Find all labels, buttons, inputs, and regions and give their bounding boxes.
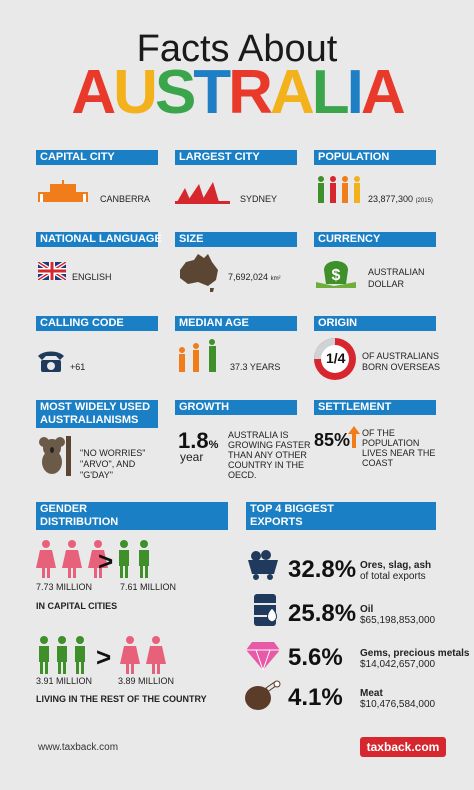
growth-line4: COUNTRY IN THE <box>228 460 305 470</box>
growth-line1: AUSTRALIA IS <box>228 430 289 440</box>
telephone-icon <box>38 350 64 372</box>
calling-value: +61 <box>70 362 86 372</box>
money-bag-icon <box>316 250 356 290</box>
size-header: SIZE <box>175 232 297 247</box>
origin-fraction: 1/4 <box>326 350 346 366</box>
slang-header-line2: AUSTRALIANISMS <box>40 414 139 426</box>
arrow-up-icon <box>348 426 360 448</box>
mine-cart-icon <box>246 550 280 580</box>
largest-value: SYDNEY <box>240 194 278 204</box>
origin-header: ORIGIN <box>314 316 436 331</box>
gender-header-line1: GENDER <box>40 503 88 515</box>
slang-line3: "G'DAY" <box>80 470 113 480</box>
male-figures-icon <box>118 540 154 580</box>
settlement-header: SETTLEMENT <box>314 400 436 415</box>
age-value: 37.3 YEARS <box>230 362 281 372</box>
female-rest-value: 3.89 MILLION <box>118 676 175 686</box>
export-1-pct: 32.8% <box>288 556 357 583</box>
female-capital-value: 7.73 MILLION <box>36 582 93 592</box>
australia-map-icon <box>176 252 220 292</box>
export-3-pct: 5.6% <box>288 644 343 671</box>
meat-icon <box>244 680 282 712</box>
currency-value-line1: AUSTRALIAN <box>368 267 425 277</box>
uk-flag-icon <box>38 262 66 280</box>
export-2-detail: $65,198,853,000 <box>360 615 436 626</box>
female-figures-rest-icon <box>120 636 170 676</box>
growth-line5: OECD. <box>228 470 257 480</box>
export-4-detail: $10,476,584,000 <box>360 699 436 710</box>
currency-value-line2: DOLLAR <box>368 279 405 289</box>
origin-line2: BORN OVERSEAS <box>362 362 441 372</box>
rest-country-label: LIVING IN THE REST OF THE COUNTRY <box>36 694 207 704</box>
age-header: MEDIAN AGE <box>175 316 297 331</box>
title-line2: AUSTRALIA <box>71 58 403 127</box>
currency-header: CURRENCY <box>314 232 436 247</box>
slang-line2: "ARVO", AND <box>80 459 136 469</box>
gender-header <box>36 502 228 530</box>
slang-line1: "NO WORRIES" <box>80 448 146 458</box>
size-value: 7,692,024 <box>228 272 269 282</box>
gem-icon <box>246 642 280 670</box>
calling-header: CALLING CODE <box>36 316 158 331</box>
settlement-line4: COAST <box>362 458 394 468</box>
population-value: 23,877,300 <box>368 194 414 204</box>
growth-big: 1.8 <box>178 428 209 453</box>
male-rest-value: 3.91 MILLION <box>36 676 93 686</box>
export-3-name: Gems, precious metals <box>360 648 470 659</box>
gender-header-line2: DISTRIBUTION <box>40 516 119 528</box>
growth-unit: year <box>180 450 204 464</box>
gender-gt-1: > <box>98 546 114 576</box>
footer-url[interactable]: www.taxback.com <box>38 742 119 753</box>
age-people-icon <box>176 338 222 374</box>
export-4-pct: 4.1% <box>288 684 343 711</box>
export-2-pct: 25.8% <box>288 600 357 627</box>
taxback-logo[interactable]: taxback.com <box>360 737 446 757</box>
capital-header: CAPITAL CITY <box>36 150 158 165</box>
slang-header <box>36 400 158 428</box>
settlement-line1: OF THE <box>362 428 395 438</box>
settlement-line2: POPULATION <box>362 438 420 448</box>
koala-icon <box>38 436 74 476</box>
title-line1: Facts About <box>136 28 338 70</box>
export-3-detail: $14,042,657,000 <box>360 659 436 670</box>
export-2-name: Oil <box>360 604 374 615</box>
export-4-name: Meat <box>360 688 383 699</box>
growth-header: GROWTH <box>175 400 297 415</box>
language-value: ENGLISH <box>72 272 112 282</box>
settlement-big: 85% <box>314 430 351 450</box>
export-1-name: Ores, slag, ash <box>360 560 432 571</box>
largest-header: LARGEST CITY <box>175 150 297 165</box>
origin-line1: OF AUSTRALIANS <box>362 351 440 361</box>
svg-text:$: $ <box>331 267 341 284</box>
exports-header-line1: TOP 4 BIGGEST <box>250 503 334 515</box>
population-year: (2015) <box>415 198 433 204</box>
slang-header-line1: MOST WIDELY USED <box>40 401 151 413</box>
capital-cities-label: IN CAPITAL CITIES <box>36 601 118 611</box>
settlement-line3: LIVES NEAR THE <box>362 448 436 458</box>
male-figures-rest-icon <box>38 636 90 676</box>
population-header: POPULATION <box>314 150 436 165</box>
exports-header <box>246 502 436 530</box>
growth-line2: GROWING FASTER <box>228 440 311 450</box>
growth-pct: % <box>208 439 219 451</box>
language-header: NATIONAL LANGUAGE <box>36 232 158 247</box>
opera-house-icon <box>175 180 230 204</box>
parliament-icon <box>38 180 88 204</box>
growth-line3: THAN ANY OTHER <box>228 450 307 460</box>
capital-value: CANBERRA <box>100 194 151 204</box>
size-unit: km² <box>270 276 281 282</box>
oil-barrel-icon <box>252 594 282 626</box>
people-group-icon <box>316 176 366 206</box>
exports-header-line2: EXPORTS <box>250 516 303 528</box>
export-1-detail: of total exports <box>360 571 426 582</box>
gender-gt-2: > <box>96 642 112 672</box>
male-capital-value: 7.61 MILLION <box>120 582 177 592</box>
